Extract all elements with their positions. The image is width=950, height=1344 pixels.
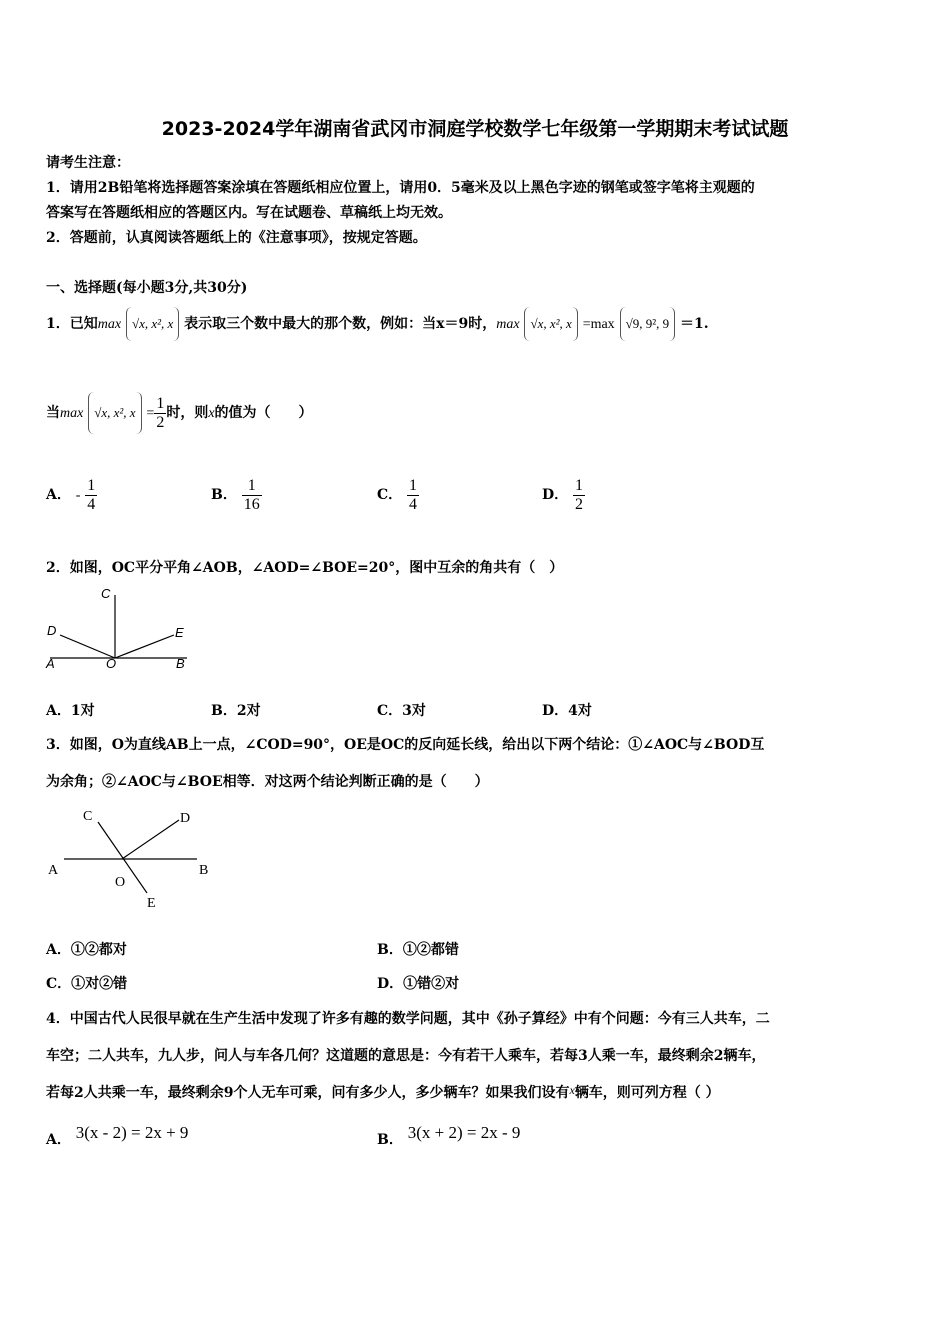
q1-option-c-den: 4 xyxy=(409,495,418,513)
q3-option-a[interactable]: A．①②都对 xyxy=(46,942,127,958)
q1-result: ＝1. xyxy=(679,316,709,332)
q1-max-word-2: max xyxy=(496,317,520,332)
q1-option-b-den: 16 xyxy=(243,495,260,513)
q1-option-b[interactable] xyxy=(211,472,262,519)
q1-line2-end: 的值为（ ） xyxy=(214,405,313,421)
q2-stem: 2．如图，OC平分平角∠AOB，∠AOD=∠BOE=20°，图中互余的角共有（ ） xyxy=(46,560,564,576)
q4-option-a-label: A． xyxy=(46,1132,71,1148)
q3-figure xyxy=(42,800,222,915)
q2-option-c[interactable]: C．3对 xyxy=(377,703,426,719)
q2-label-c: C xyxy=(101,586,111,601)
q4-option-b-label: B． xyxy=(377,1132,403,1148)
q1-line2-suffix: 时，则 xyxy=(166,405,209,421)
q3-label-o: O xyxy=(115,875,126,890)
q1-max-word-3: max xyxy=(60,406,84,421)
q1-option-b-fraction xyxy=(242,477,262,514)
q2-option-a[interactable]: A．1对 xyxy=(46,703,95,719)
q1-option-a-fraction xyxy=(85,477,97,514)
q3-option-b[interactable]: B．①②都错 xyxy=(377,942,459,958)
q3-label-b: B xyxy=(199,863,209,878)
q1-option-d-num: 1 xyxy=(575,476,584,494)
q4-line3-a: 若每2人共乘一车，最终剩余9个人无车可乘，问有多少人，多少辆车？如果我们设有 xyxy=(46,1085,570,1101)
q4-var: x xyxy=(569,1083,575,1097)
q2-option-b[interactable]: B．2对 xyxy=(211,703,261,719)
q4-option-b[interactable] xyxy=(377,1118,520,1155)
q1-var: x xyxy=(208,406,215,421)
q1-line2-prefix: 当 xyxy=(46,405,60,421)
q1-option-d-label: D． xyxy=(542,487,569,503)
q2-label-a: A xyxy=(46,656,55,671)
q1-option-c-num: 1 xyxy=(409,476,418,494)
q4-option-a-eq: 3(x - 2) = 2x + 9 xyxy=(75,1123,189,1142)
q3-option-c[interactable]: C．①对②错 xyxy=(46,976,128,992)
q2-option-d[interactable]: D．4对 xyxy=(542,703,592,719)
q4-option-a[interactable] xyxy=(46,1118,188,1155)
q2-ray-oe xyxy=(115,635,174,658)
q3-option-d[interactable]: D．①错②对 xyxy=(377,976,460,992)
q4-line3-b: 辆车，则可列方程（ ） xyxy=(574,1085,720,1101)
q1-option-a-label: A． xyxy=(46,487,71,503)
q1-line2-eq: = xyxy=(146,406,155,421)
q1-cond: x＝9时， xyxy=(436,316,497,332)
q1-set2: √9, 9², 9 xyxy=(620,307,676,341)
q1-option-c[interactable] xyxy=(377,472,419,519)
q1-set: √x, x², x xyxy=(126,307,179,341)
q1-option-d[interactable] xyxy=(542,472,585,519)
q1-option-b-num: 1 xyxy=(242,477,262,496)
q3-stem-line1: 3．如图，O为直线AB上一点，∠COD=90°，OE是OC的反向延长线，给出以下两个结论：①∠AOC与∠BOD互 xyxy=(46,737,765,753)
q2-label-d: D xyxy=(47,623,57,638)
notice-item1-line1: 1．请用2B铅笔将选择题答案涂填在答题纸相应位置上，请用0．5毫米及以上黑色字迹的钢笔或签字笔将主观题的 xyxy=(46,180,755,196)
q1-stem-line1 xyxy=(46,307,709,341)
q4-option-b-eq: 3(x + 2) = 2x - 9 xyxy=(407,1123,521,1142)
q3-label-c: C xyxy=(83,809,93,824)
q3-label-d: D xyxy=(180,811,191,826)
q4-stem-line3 xyxy=(46,1082,720,1102)
q2-figure xyxy=(42,583,202,678)
q1-set-line2: √x, x², x xyxy=(88,392,141,434)
q1-half-fraction xyxy=(154,395,166,432)
notice-item2: 2．答题前，认真阅读答题纸上的《注意事项》，按规定答题。 xyxy=(46,230,427,246)
q1-option-d-den: 2 xyxy=(575,495,584,513)
q1-eq-max: =max xyxy=(582,317,615,332)
q1-option-a-sign: - xyxy=(75,488,81,503)
q3-stem-line2: 为余角；②∠AOC与∠BOE相等．对这两个结论判断正确的是（ ） xyxy=(46,774,489,790)
q1-prefix: 1．已知 xyxy=(46,316,98,332)
q1-option-a-den: 4 xyxy=(87,495,96,513)
q1-option-a-num: 1 xyxy=(87,476,96,494)
notice-heading: 请考生注意： xyxy=(46,155,130,171)
notice-item1-line2: 答案写在答题纸相应的答题区内。写在试题卷、草稿纸上均无效。 xyxy=(46,205,452,221)
q1-option-d-fraction xyxy=(573,477,585,514)
q4-stem-line1: 4．中国古代人民很早就在生产生活中发现了许多有趣的数学问题，其中《孙子算经》中有个问题：今有三人共车，二 xyxy=(46,1011,770,1027)
q1-max-word: max xyxy=(97,317,122,332)
q2-label-b: B xyxy=(176,656,185,671)
q3-ray-od xyxy=(122,820,179,859)
q1-half-num: 1 xyxy=(156,394,165,412)
q1-set-repeat: √x, x², x xyxy=(524,307,577,341)
q4-stem-line2: 车空；二人共车，九人步，问人与车各几何？这道题的意思是：今有若干人乘车，若每3人乘一车，最终剩余2辆车， xyxy=(46,1048,766,1064)
q1-option-b-label: B． xyxy=(211,487,237,503)
q1-mid: 表示取三个数中最大的那个数，例如：当 xyxy=(184,316,437,332)
q1-option-c-label: C． xyxy=(377,487,403,503)
q1-stem-line2 xyxy=(46,392,313,434)
q2-ray-od xyxy=(60,635,115,658)
q3-label-e: E xyxy=(147,896,156,911)
page-title: 2023-2024学年湖南省武冈市洞庭学校数学七年级第一学期期末考试试题 xyxy=(161,118,789,140)
section-heading: 一、选择题(每小题3分,共30分) xyxy=(46,280,248,296)
q2-label-o: O xyxy=(106,656,117,671)
q1-option-a[interactable] xyxy=(46,472,97,519)
q3-label-a: A xyxy=(48,863,59,878)
q1-half-den: 2 xyxy=(156,413,165,431)
q1-option-c-fraction xyxy=(407,477,419,514)
q2-label-e: E xyxy=(175,625,184,640)
